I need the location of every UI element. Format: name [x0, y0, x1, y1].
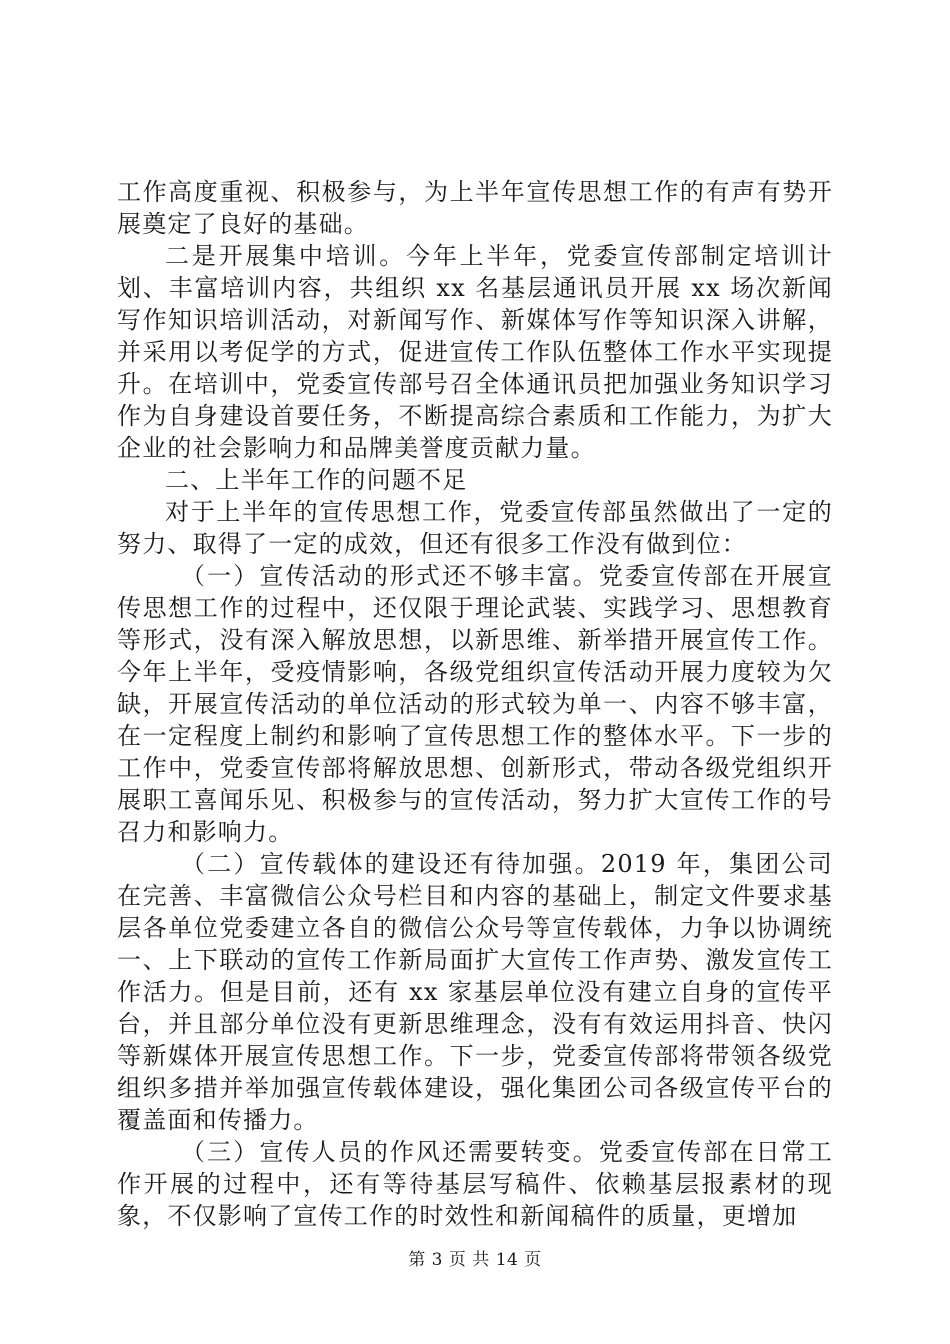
paragraph-continuation: 工作高度重视、积极参与，为上半年宣传思想工作的有声有势开展奠定了良好的基础。 — [117, 178, 833, 238]
page-number-footer: 第 3 页 共 14 页 — [408, 1250, 542, 1270]
paragraph-training: 二是开展集中培训。今年上半年，党委宣传部制定培训计划、丰富培训内容，共组织 xx 名基层通讯员开展 xx 场次新闻写作知识培训活动，对新闻写作、新媒体写作等知识深入讲解，并采用以考促学的方式，促进宣传工作队伍整体工作水平实现提升。在培训中，党委宣传部号召全体通讯员把加强业务知识学习作为自身建设首要任务，不断提高综合素质和工作能力，为扩大企业的社会影响力和品牌美誉度贡献力量。 — [117, 242, 833, 462]
paragraph-problem-three: （三）宣传人员的作风还需要转变。党委宣传部在日常工作开展的过程中，还有等待基层写稿件、依赖基层报素材的现象，不仅影响了宣传工作的时效性和新闻稿件的质量，更增加 — [117, 1138, 833, 1230]
document-body — [117, 176, 833, 1232]
section-heading-problems: 二、上半年工作的问题不足 — [165, 466, 468, 494]
paragraph-problem-two: （二）宣传载体的建设还有待加强。2019 年，集团公司在完善、丰富微信公众号栏目和内容的基础上，制定文件要求基层各单位党委建立各自的微信公众号等宣传载体，力争以协调统一、上下联动的宣传工作新局面扩大宣传工作声势、激发宣传工作活力。但是目前，还有 xx 家基层单位没有建立自身的宣传平台，并且部分单位没有更新思维理念，没有有效运用抖音、快闪等新媒体开展宣传思想工作。下一步，党委宣传部将带领各级党组织多措并举加强宣传载体建设，强化集团公司各级宣传平台的覆盖面和传播力。 — [117, 850, 833, 1134]
paragraph-problem-one: （一）宣传活动的形式还不够丰富。党委宣传部在开展宣传思想工作的过程中，还仅限于理论武装、实践学习、思想教育等形式，没有深入解放思想，以新思维、新举措开展宣传工作。今年上半年，受疫情影响，各级党组织宣传活动开展力度较为欠缺，开展宣传活动的单位活动的形式较为单一、内容不够丰富，在一定程度上制约和影响了宣传思想工作的整体水平。下一步的工作中，党委宣传部将解放思想、创新形式，带动各级党组织开展职工喜闻乐见、积极参与的宣传活动，努力扩大宣传工作的号召力和影响力。 — [117, 562, 833, 846]
paragraph-problems-intro: 对于上半年的宣传思想工作，党委宣传部虽然做出了一定的努力、取得了一定的成效，但还有很多工作没有做到位： — [117, 498, 833, 558]
